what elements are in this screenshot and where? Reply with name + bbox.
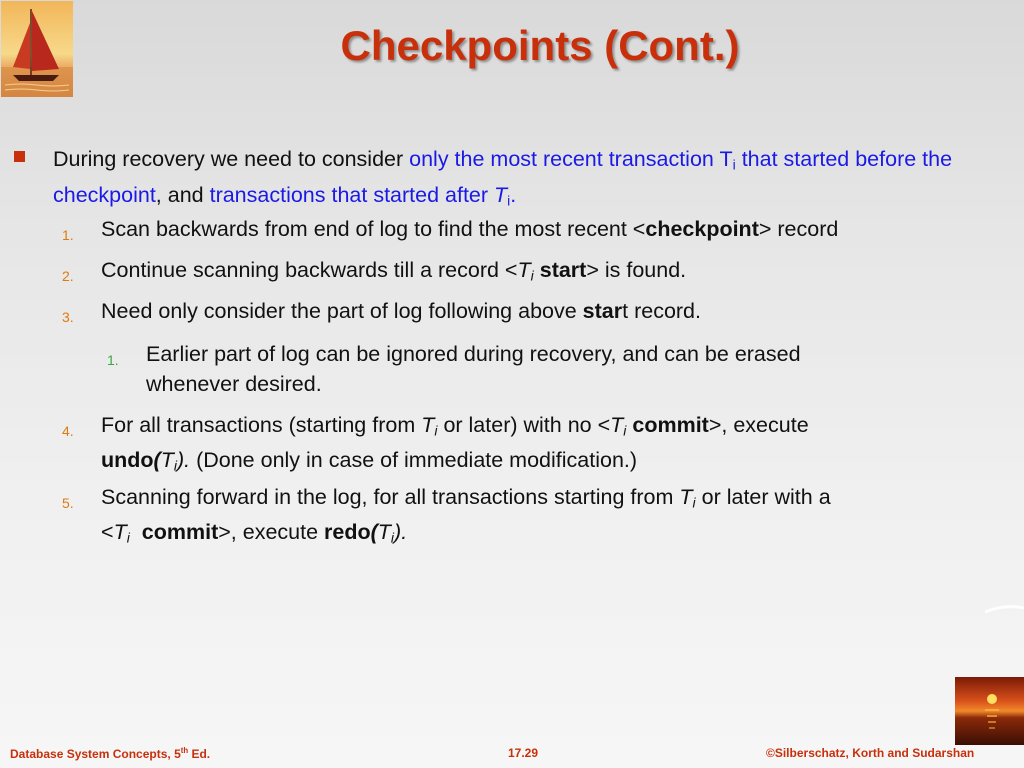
list-item-text: Need only consider the part of log following above start record. <box>101 299 701 323</box>
list-item-text: Scanning forward in the log, for all transactions starting from $T_i$ or later with a $<T_i$ commit>, execute $redo(T_i)$. <box>101 485 831 546</box>
footer-page-number: 17.29 <box>508 746 539 760</box>
list-item-text: Earlier part of log can be ignored during recovery, and can be erased whenever desired. <box>146 342 801 396</box>
bullet-text-plain: During recovery we need to consider <box>53 147 410 171</box>
square-bullet-icon <box>14 151 25 162</box>
list-number: 2. <box>62 268 74 284</box>
bullet-highlight: only the most recent transaction T <box>409 147 733 171</box>
footer-book-title: Database System Concepts, 5th Ed. <box>10 746 211 761</box>
footer-copyright: ©Silberschatz, Korth and Sudarshan <box>766 746 975 760</box>
bullet-highlight: transactions that started after <box>209 183 495 208</box>
list-number: 5. <box>62 495 74 511</box>
bullet-text-plain: , and <box>155 183 210 208</box>
bullet-subscript: i <box>507 192 511 209</box>
main-bullet-text <box>53 144 953 217</box>
list-item-text: For all transactions (starting from $T_i$ or later) with no $<T_i$ commit>, execute $undo(T_i)$. (Done only in case of immediate modification.) <box>101 413 809 474</box>
bullet-variable: T <box>494 183 508 208</box>
list-number: 4. <box>62 423 74 439</box>
bullet-subscript: i <box>732 156 736 173</box>
list-number: 1. <box>107 352 119 368</box>
bullet-highlight: that started before the checkpoint <box>53 147 953 208</box>
list-item-text: Continue scanning backwards till a record $<T_i$ start> is found. <box>101 258 687 284</box>
list-number: 3. <box>62 309 74 325</box>
decorative-swoosh-icon <box>985 600 1024 620</box>
slide-title: Checkpoints (Cont.) <box>340 22 740 69</box>
list-number: 1. <box>62 227 74 243</box>
sunset-icon <box>955 677 1024 745</box>
list-item-text: Scan backwards from end of log to find the most recent <checkpoint> record <box>101 217 839 241</box>
bullet-text-plain: . <box>510 183 517 208</box>
